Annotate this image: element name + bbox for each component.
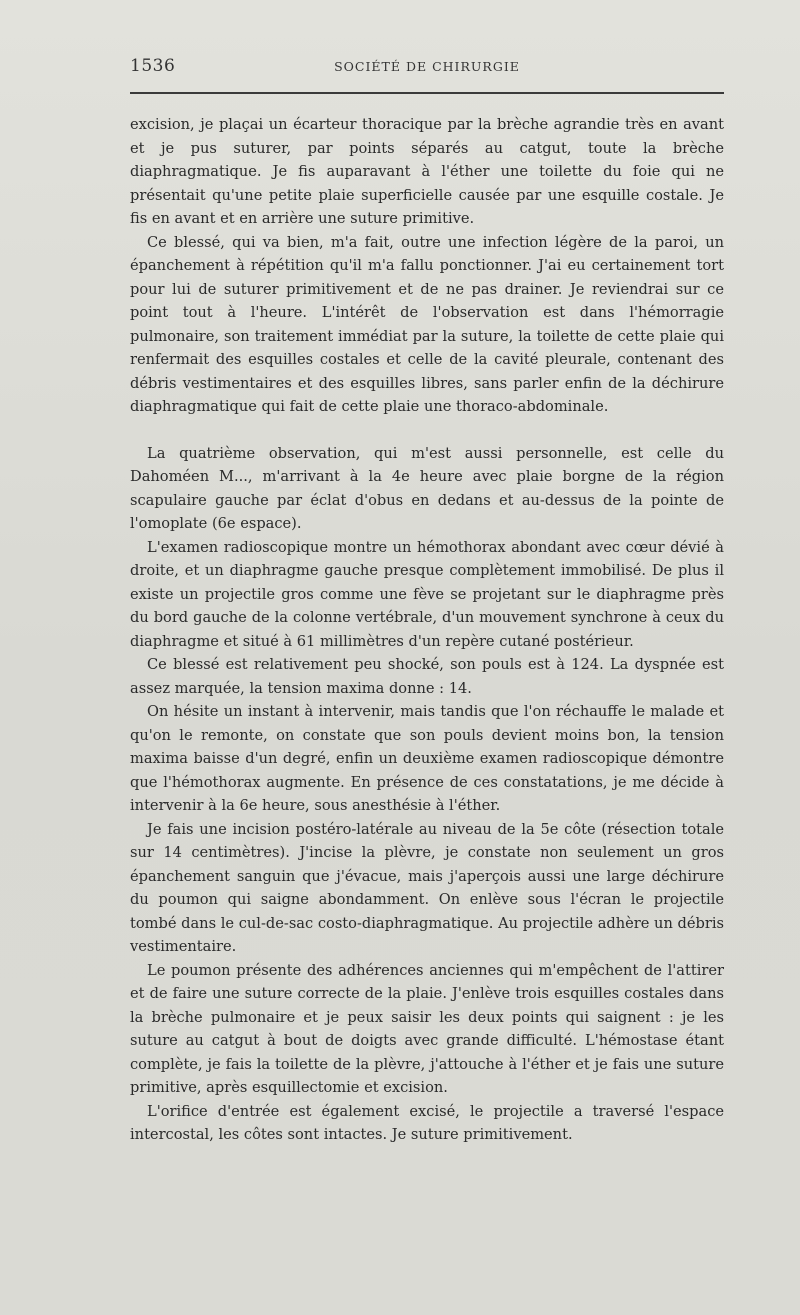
running-title: SOCIÉTÉ DE CHIRURGIE [334,59,520,74]
paragraph: L'examen radioscopique montre un hémothorax abondant avec cœur dévié à droite, et un diaphragme gauche presque complètement immobilisé. De plus il existe un projectile gros comme une fève se projetant sur le diaphragme près du bord gauche de la colonne vertébrale, d'un mouvement synchrone à ceux du diaphragme et situé à 61 millimètres d'un repère cutané postérieur. [130,538,724,650]
paragraph: On hésite un instant à intervenir, mais tandis que l'on réchauffe le malade et qu'on le remonte, on constate que son pouls devient moins bon, la tension maxima baisse d'un degré, enfin un deuxième examen radioscopique démontre que l'hémothorax augmente. En présence de ces constatations, je me décide à intervenir à la 6e heure, sous anesthésie à l'éther. [130,703,724,814]
header-rule [130,92,724,94]
page-number: 1536 [130,56,176,76]
paragraph: Je fais une incision postéro-latérale au niveau de la 5e côte (résection totale sur 14 centimètres). J'incise la plèvre, je constate non seulement un gros épanchement sanguin que j'évacue, mais j'aperçois aussi une large déchirure du poumon qui saigne abondamment. On enlève sous l'écran le projectile tombé dans le cul-de-sac costo-diaphragmatique. Au projectile adhère un débris vestimentaire. [130,820,724,955]
body-text [130,113,724,1147]
paragraph-gap [130,419,724,442]
paragraph: Ce blessé est relativement peu shocké, son pouls est à 124. La dyspnée est assez marquée, la tension maxima donne : 14. [130,656,724,697]
paragraph: excision, je plaçai un écarteur thoracique par la brèche agrandie très en avant et je pus suturer, par points séparés au catgut, toute la brèche diaphragmatique. Je fis auparavant à l'éther une toilette du foie qui ne présentait qu'une petite plaie superficielle causée par une esquille costale. Je fis en avant et en arrière une suture primitive. [130,116,724,227]
paragraph: La quatrième observation, qui m'est aussi personnelle, est celle du Dahoméen M..., m'arrivant à la 4e heure avec plaie borgne de la région scapulaire gauche par éclat d'obus en dedans et au-dessus de la pointe de l'omoplate (6e espace). [130,444,724,532]
paragraph: Le poumon présente des adhérences anciennes qui m'empêchent de l'attirer et de faire une suture correcte de la plaie. J'enlève trois esquilles costales dans la brèche pulmonaire et je peux saisir les deux points qui saignent : je les suture au catgut à bout de doigts avec grande difficulté. L'hémostase étant complète, je fais la toilette de la plèvre, j'attouche à l'éther et je fais une suture primitive, après esquillectomie et excision. [130,961,724,1096]
paragraph: Ce blessé, qui va bien, m'a fait, outre une infection légère de la paroi, un épanchement à répétition qu'il m'a fallu ponctionner. J'ai eu certainement tort pour lui de suturer primitivement et de ne pas drainer. Je reviendrai sur ce point tout à l'heure. L'intérêt de l'observation est dans l'hémorragie pulmonaire, son traitement immédiat par la suture, la toilette de cette plaie qui renfermait des esquilles costales et celle de la cavité pleurale, contenant des débris vestimentaires et des esquilles libres, sans parler enfin de la déchirure diaphragmatique qui fait de cette plaie une thoraco-abdominale. [130,233,724,415]
paragraph: L'orifice d'entrée est également excisé, le projectile a traversé l'espace intercostal, les côtes sont intactes. Je suture primitivement. [130,1102,724,1143]
page-header [130,56,724,80]
